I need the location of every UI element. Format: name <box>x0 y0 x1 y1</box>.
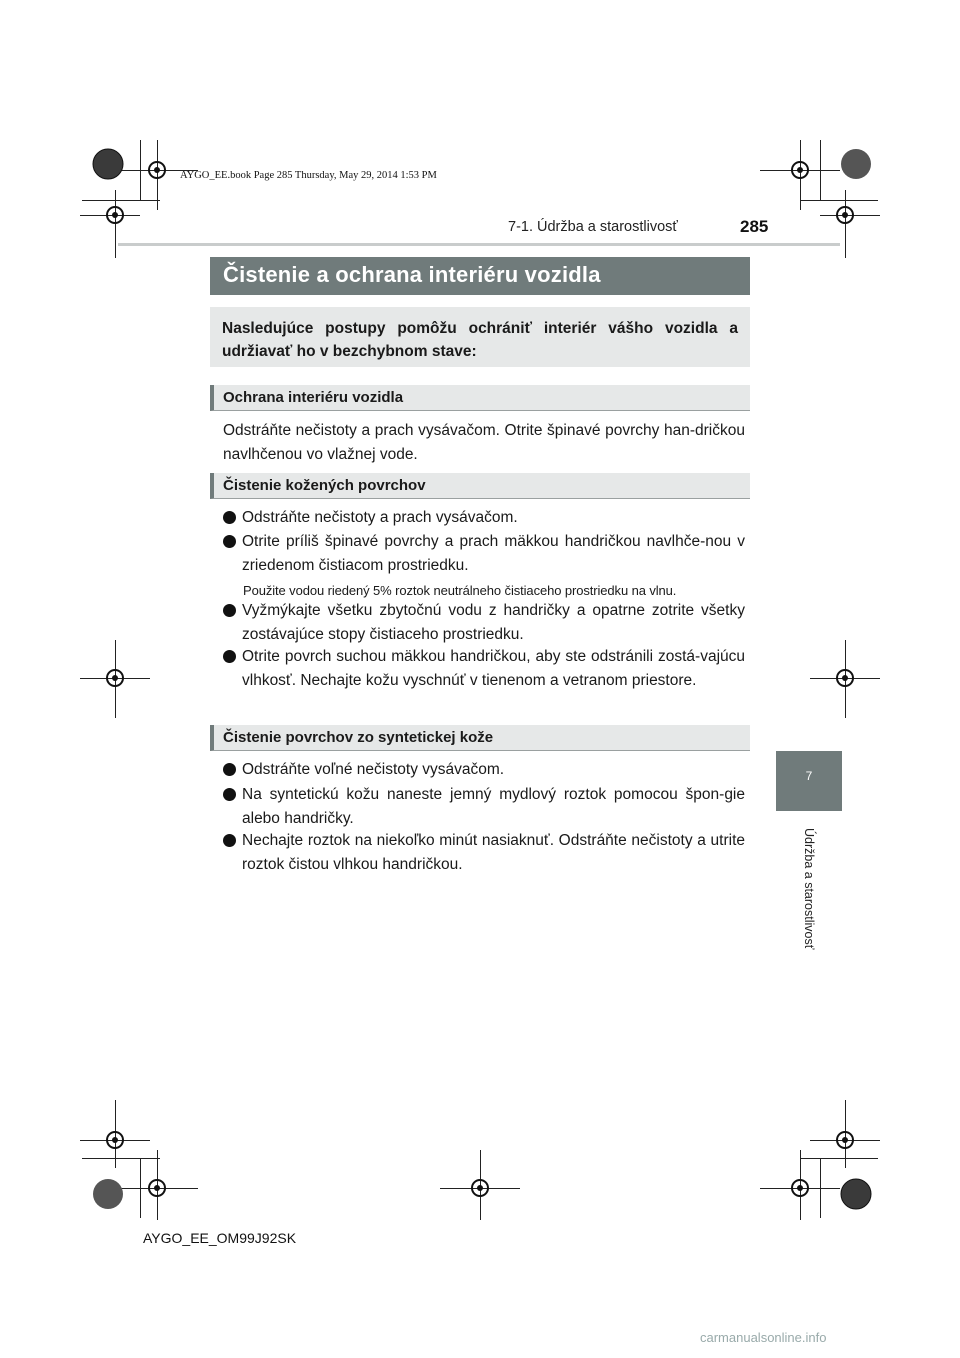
header-rule <box>118 243 840 246</box>
chapter-tab <box>776 751 842 811</box>
bullet-dot-icon <box>223 763 236 776</box>
subheading-interior-protection: Ochrana interiéru vozidla <box>210 385 750 411</box>
bullet-dot-icon <box>223 535 236 548</box>
running-header: 7-1. Údržba a starostlivosť <box>508 219 678 235</box>
bullet-dot-icon <box>223 511 236 524</box>
list-item: Otrite povrch suchou mäkkou handričkou, aby ste odstránili zostá-vajúcu vlhkosť. Nechajte kožu vyschnúť v tienenom a vetranom priestore. <box>223 645 745 692</box>
bullet-dot-icon <box>223 604 236 617</box>
registration-target-icon <box>788 1176 812 1200</box>
gray-disc-icon <box>840 148 872 180</box>
registration-target-icon <box>145 1176 169 1200</box>
chapter-side-label: Údržba a starostlivosť <box>802 828 816 950</box>
subheading-leather-cleaning: Čistenie kožených povrchov <box>210 473 750 499</box>
list-item: Otrite príliš špinavé povrchy a prach mäkkou handričkou navlhče-nou v zriedenom čistiacom prostriedku. <box>223 530 745 577</box>
starburst-disc-icon <box>840 1178 872 1210</box>
print-info-line: AYGO_EE.book Page 285 Thursday, May 29, 2014 1:53 PM <box>180 170 437 181</box>
note-text: Použite vodou riedený 5% roztok neutrálneho čistiaceho prostriedku na vlnu. <box>243 583 677 598</box>
registration-target-icon <box>145 158 169 182</box>
registration-target-icon <box>833 666 857 690</box>
registration-target-icon <box>833 203 857 227</box>
list-item: Na syntetickú kožu naneste jemný mydlový roztok pomocou špon-gie alebo handričky. <box>223 783 745 830</box>
registration-target-icon <box>103 203 127 227</box>
subheading-synthetic-leather: Čistenie povrchov zo syntetickej kože <box>210 725 750 751</box>
gray-disc-icon <box>92 1178 124 1210</box>
list-item: Vyžmýkajte všetku zbytočnú vodu z handričky a opatrne zotrite všetky zostávajúce stopy čistiaceho prostriedku. <box>223 599 745 646</box>
registration-target-icon <box>103 666 127 690</box>
paragraph: Odstráňte nečistoty a prach vysávačom. Otrite špinavé povrchy han-dričkou navlhčenou vo vlažnej vode. <box>223 422 745 463</box>
starburst-disc-icon <box>92 148 124 180</box>
watermark-text: carmanualsonline.info <box>700 1330 827 1345</box>
intro-panel: Nasledujúce postupy pomôžu ochrániť interiér vášho vozidla a udržiavať ho v bezchybnom stave: <box>210 307 750 367</box>
registration-target-icon <box>103 1128 127 1152</box>
registration-target-icon <box>833 1128 857 1152</box>
registration-target-icon <box>788 158 812 182</box>
list-item: Nechajte roztok na niekoľko minút nasiaknuť. Odstráňte nečistoty a utrite roztok čistou vlhkou handričkou. <box>223 829 745 876</box>
page-number: 285 <box>740 217 769 236</box>
bullet-dot-icon <box>223 650 236 663</box>
bullet-dot-icon <box>223 788 236 801</box>
registration-target-icon <box>468 1176 492 1200</box>
list-item: Odstráňte nečistoty a prach vysávačom. <box>223 506 745 530</box>
list-item: Odstráňte voľné nečistoty vysávačom. <box>223 758 745 782</box>
document-code: AYGO_EE_OM99J92SK <box>143 1230 297 1246</box>
bullet-dot-icon <box>223 834 236 847</box>
chapter-number: 7 <box>805 769 813 783</box>
page-title: Čistenie a ochrana interiéru vozidla <box>210 257 750 295</box>
